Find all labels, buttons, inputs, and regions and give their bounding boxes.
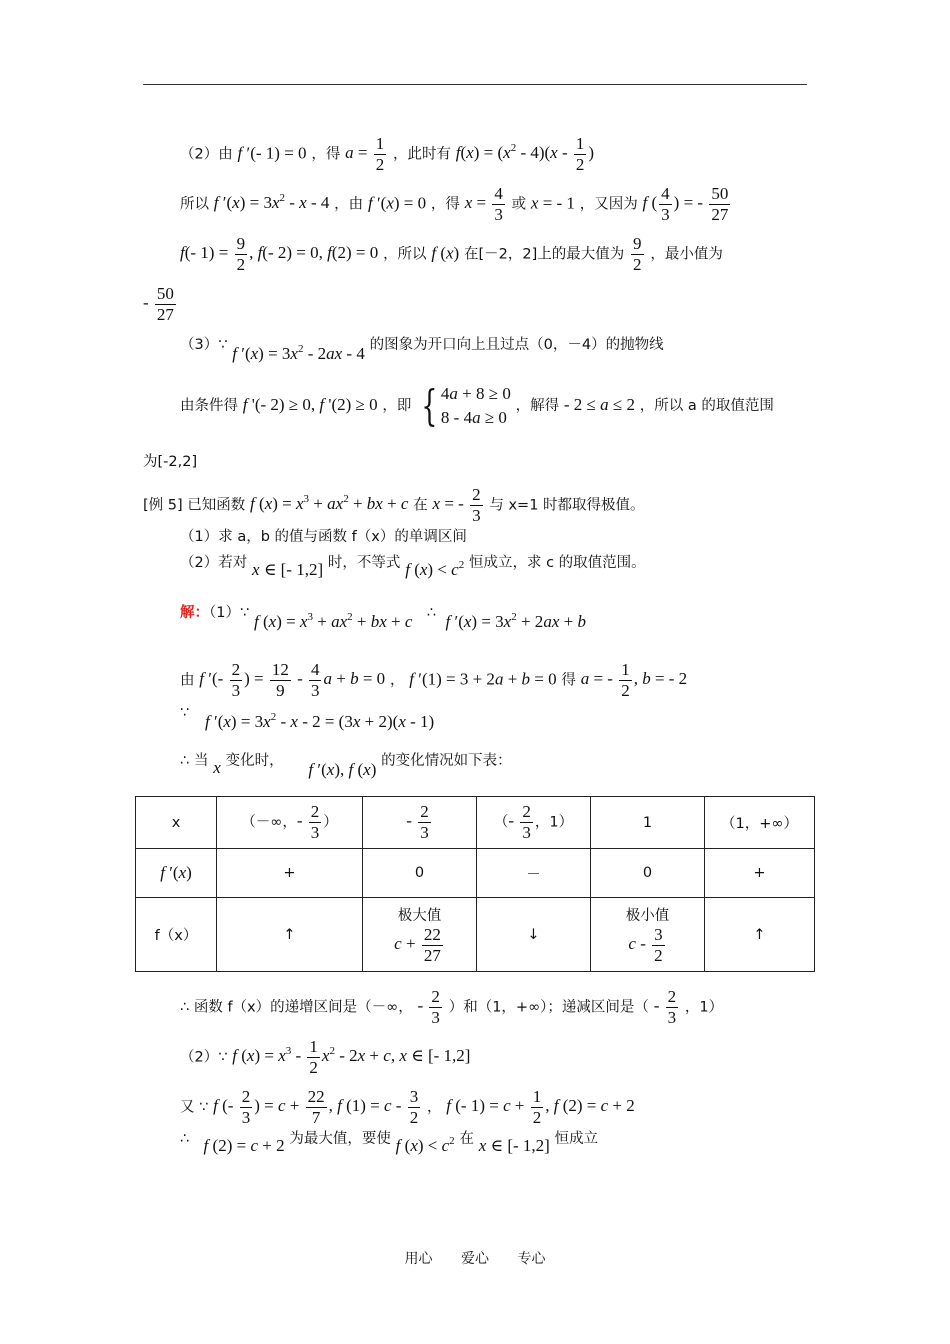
text: ，即 — [382, 397, 412, 414]
text: 在[－2，2]上的最大值为 — [464, 246, 625, 263]
text: 或 — [511, 196, 527, 213]
table-cell — [136, 898, 217, 972]
math: f (2) = c + 2 — [203, 1136, 285, 1155]
math: f $(x) < c^2$ — [405, 559, 465, 579]
text: ∴ 函数 f（x）的递增区间是（－∞， — [180, 999, 413, 1016]
text: ∴ — [180, 1131, 190, 1147]
para-part3-line2 — [180, 382, 774, 430]
math: x — [213, 758, 221, 777]
text: ，得 — [311, 146, 341, 163]
math: f '(- 2) ≥ 0, f '(2) ≥ 0 — [242, 394, 378, 414]
text: ，此时有 — [392, 146, 451, 163]
math: - $\frac{2}{3}$ — [296, 802, 320, 842]
text: ，1） — [684, 999, 724, 1016]
math: - $\frac{50}{27}$ — [143, 284, 174, 324]
example5-stmt — [143, 485, 645, 526]
table-cell — [217, 898, 363, 972]
table-cell — [477, 797, 591, 849]
footer-text: 专心 — [517, 1251, 546, 1267]
math: f $'(x) = 3x^2 - x - 4$ — [213, 192, 330, 213]
text: ，得 — [430, 196, 460, 213]
para-part3-line1 — [180, 334, 664, 363]
table-cell — [705, 849, 815, 898]
max-label: 极大值 — [397, 907, 442, 924]
math: f $(x) = x^3$ - $\frac{1}{2}$ $x^2 - 2x + c$, x ∈ [- 1,2] — [232, 1037, 471, 1077]
text: （1，+∞） — [721, 816, 798, 832]
math: f ′(1) = 3 + 2a + b = 0 — [409, 669, 557, 689]
math: f(- 1) = $\frac{9}{2}$ , f(- 2) = 0, f(2) = 0 — [180, 234, 379, 274]
part2-sol-line2 — [180, 1087, 635, 1128]
math: f $'(x) = 3x^2 - x - 2 = (3x + 2)(x - 1)$ — [205, 711, 435, 731]
intervals-line — [180, 987, 723, 1028]
text: 又 ∵ — [180, 1099, 209, 1116]
text: 时，不等式 — [327, 555, 401, 571]
table-cell — [705, 797, 815, 849]
up-arrow-icon: ↑ — [283, 926, 296, 943]
text: 在 — [413, 497, 428, 514]
text: ，又因为 — [579, 196, 638, 213]
math: f $(x) = x^3 + ax^2$ + bx + c — [253, 611, 413, 631]
text: （2）∵ — [180, 1049, 228, 1066]
math: x ∈ [- 1,2] — [478, 1136, 550, 1155]
text: 在 — [459, 1131, 474, 1147]
math: f $(x) = x^3 + ax^2$ + bx + c — [250, 493, 409, 514]
table-cell — [363, 849, 477, 898]
text: ∴ — [426, 605, 436, 621]
text: － — [526, 866, 541, 883]
math: - 2 ≤ a ≤ 2 — [563, 394, 635, 414]
math: x = - $\frac{2}{3}$ — [432, 485, 481, 525]
math: f ′(x), f (x) — [308, 760, 377, 779]
text: （ — [493, 814, 509, 831]
variation-table — [135, 796, 815, 972]
solution-line4 — [180, 750, 512, 779]
text: + — [283, 865, 296, 881]
text: 由条件得 — [180, 397, 238, 414]
math: a = $\frac{1}{2}$ — [345, 134, 385, 174]
text: ∵ — [180, 705, 190, 721]
math: - $\frac{2}{3}$ — [417, 987, 440, 1027]
math: f ′(- $\frac{2}{3}$ ) = $\frac{12}{9}$ - $\frac{4}{3}$ a + b = 0 — [199, 660, 386, 700]
text: [例 5] 已知函数 — [143, 497, 246, 514]
example5-q1 — [180, 526, 467, 547]
text: ，最小值为 — [650, 246, 723, 263]
text: 恒成立，求 c 的取值范围。 — [468, 555, 646, 571]
text: 1 — [642, 814, 653, 831]
math: f (- 1) = c + $\frac{1}{2}$ , f (2) = c + 2 — [446, 1087, 635, 1127]
math: $f(x) = (x^2 - 4)(x$ - $\frac{1}{2}$ ) — [455, 134, 595, 174]
text: ∴ — [180, 753, 190, 769]
math: { 4a + 8 ≥ 0 8 - 4a ≥ 0 — [421, 381, 511, 430]
text: 的图象为开口向上且过点（0，－4）的抛物线 — [369, 337, 664, 353]
math: f ′(x) = 0 — [367, 193, 427, 213]
text: 当 — [194, 753, 209, 769]
text: 恒成立 — [554, 1131, 599, 1147]
footer-text: 爱心 — [461, 1251, 489, 1267]
text: ，1） — [534, 814, 574, 831]
header-rule — [143, 84, 807, 85]
min-label: 极小值 — [625, 907, 670, 924]
text: ， — [426, 1099, 442, 1116]
para-part3-line3 — [143, 451, 197, 472]
page-footer — [0, 1248, 950, 1268]
para-part2-line3 — [180, 234, 723, 275]
solution-label: 解： — [180, 605, 209, 621]
para-part2-line2 — [180, 184, 732, 225]
text: ，所以 a 的取值范围 — [639, 397, 774, 414]
example5-q2 — [180, 552, 646, 579]
math: f ′(- 1) = 0 — [237, 143, 307, 163]
text: （3）∵ — [180, 337, 228, 353]
math: - $\frac{2}{3}$ — [406, 802, 429, 842]
table-cell — [705, 898, 815, 972]
text: （2）由 — [180, 146, 233, 163]
text: ，解得 — [515, 397, 560, 414]
table-cell — [136, 797, 217, 849]
text: ） — [323, 814, 338, 831]
up-arrow-icon: ↑ — [753, 926, 766, 943]
text: ）和（1，+∞）；递减区间是（ — [448, 999, 649, 1016]
math: x ∈ [- 1,2] — [252, 560, 324, 579]
text: 与 x=1 时都取得极值。 — [489, 497, 645, 514]
text: ，由 — [334, 196, 364, 213]
text: 由 — [180, 672, 195, 689]
math: f $'(x) = 3x^2 + 2ax + b$ — [445, 611, 586, 631]
para-part2-line4 — [143, 284, 178, 325]
text: ， — [389, 672, 405, 689]
math: x = $\frac{4}{3}$ — [464, 184, 503, 224]
table-cell — [477, 849, 591, 898]
table-cell — [591, 797, 705, 849]
text: 得 — [561, 672, 576, 689]
text: 为[-2,2] — [143, 454, 198, 470]
math: f (x) — [431, 243, 460, 263]
text: 的变化情况如下表： — [381, 753, 512, 769]
text: ，所以 — [383, 246, 427, 263]
solution-line1 — [180, 602, 586, 631]
part2-sol-line1 — [180, 1037, 470, 1078]
solution-line3 — [180, 702, 189, 723]
table-cell — [217, 849, 363, 898]
table-cell — [363, 797, 477, 849]
text: f（x） — [154, 928, 198, 944]
math: $\frac{9}{2}$ — [633, 234, 642, 274]
math: f ( $\frac{4}{3}$ ) = - $\frac{50}{27}$ — [642, 184, 729, 224]
math: - $\frac{2}{3}$ — [508, 802, 531, 842]
math: a = - $\frac{1}{2}$ , b = - 2 — [580, 660, 688, 700]
text: 0 — [642, 865, 653, 881]
table-cell — [136, 849, 217, 898]
footer-text: 用心 — [404, 1251, 433, 1267]
solution-line3b — [205, 712, 434, 732]
table-cell — [591, 898, 705, 972]
text: x — [171, 814, 181, 831]
text: 所以 — [180, 196, 209, 213]
part2-sol-line3 — [180, 1128, 599, 1155]
down-arrow-icon: ↓ — [527, 926, 540, 943]
math: f ′(x) — [160, 863, 192, 882]
math: f (- $\frac{2}{3}$ ) = c + $\frac{22}{7}$ , f (1) = c - $\frac{3}{2}$ — [213, 1087, 419, 1127]
text: （1）求 a，b 的值与函数 f（x）的单调区间 — [180, 529, 467, 545]
text: 0 — [414, 865, 425, 881]
math: f $(x) < c^2$ — [395, 1135, 455, 1155]
table-row — [136, 898, 815, 972]
table-row — [136, 849, 815, 898]
text: 为最大值，要使 — [289, 1131, 391, 1147]
solution-line2 — [180, 660, 687, 701]
table-cell — [363, 898, 477, 972]
text: （1）∵ — [209, 605, 250, 621]
table-row — [136, 797, 815, 849]
math: - $\frac{2}{3}$ — [653, 987, 677, 1027]
text: （2）若对 — [180, 555, 248, 571]
math: x = - 1 — [530, 193, 575, 213]
text: + — [753, 865, 766, 881]
table-cell — [591, 849, 705, 898]
math: c + $\frac{22}{27}$ — [394, 924, 441, 965]
text: （－∞， — [241, 814, 297, 831]
table-cell — [217, 797, 363, 849]
table-cell — [477, 898, 591, 972]
math: f $'(x) = 3x^2 - 2ax - 4$ — [232, 343, 365, 363]
math: c - $\frac{3}{2}$ — [628, 924, 663, 965]
para-part2-line1 — [180, 134, 594, 175]
text: 变化时， — [225, 753, 284, 769]
